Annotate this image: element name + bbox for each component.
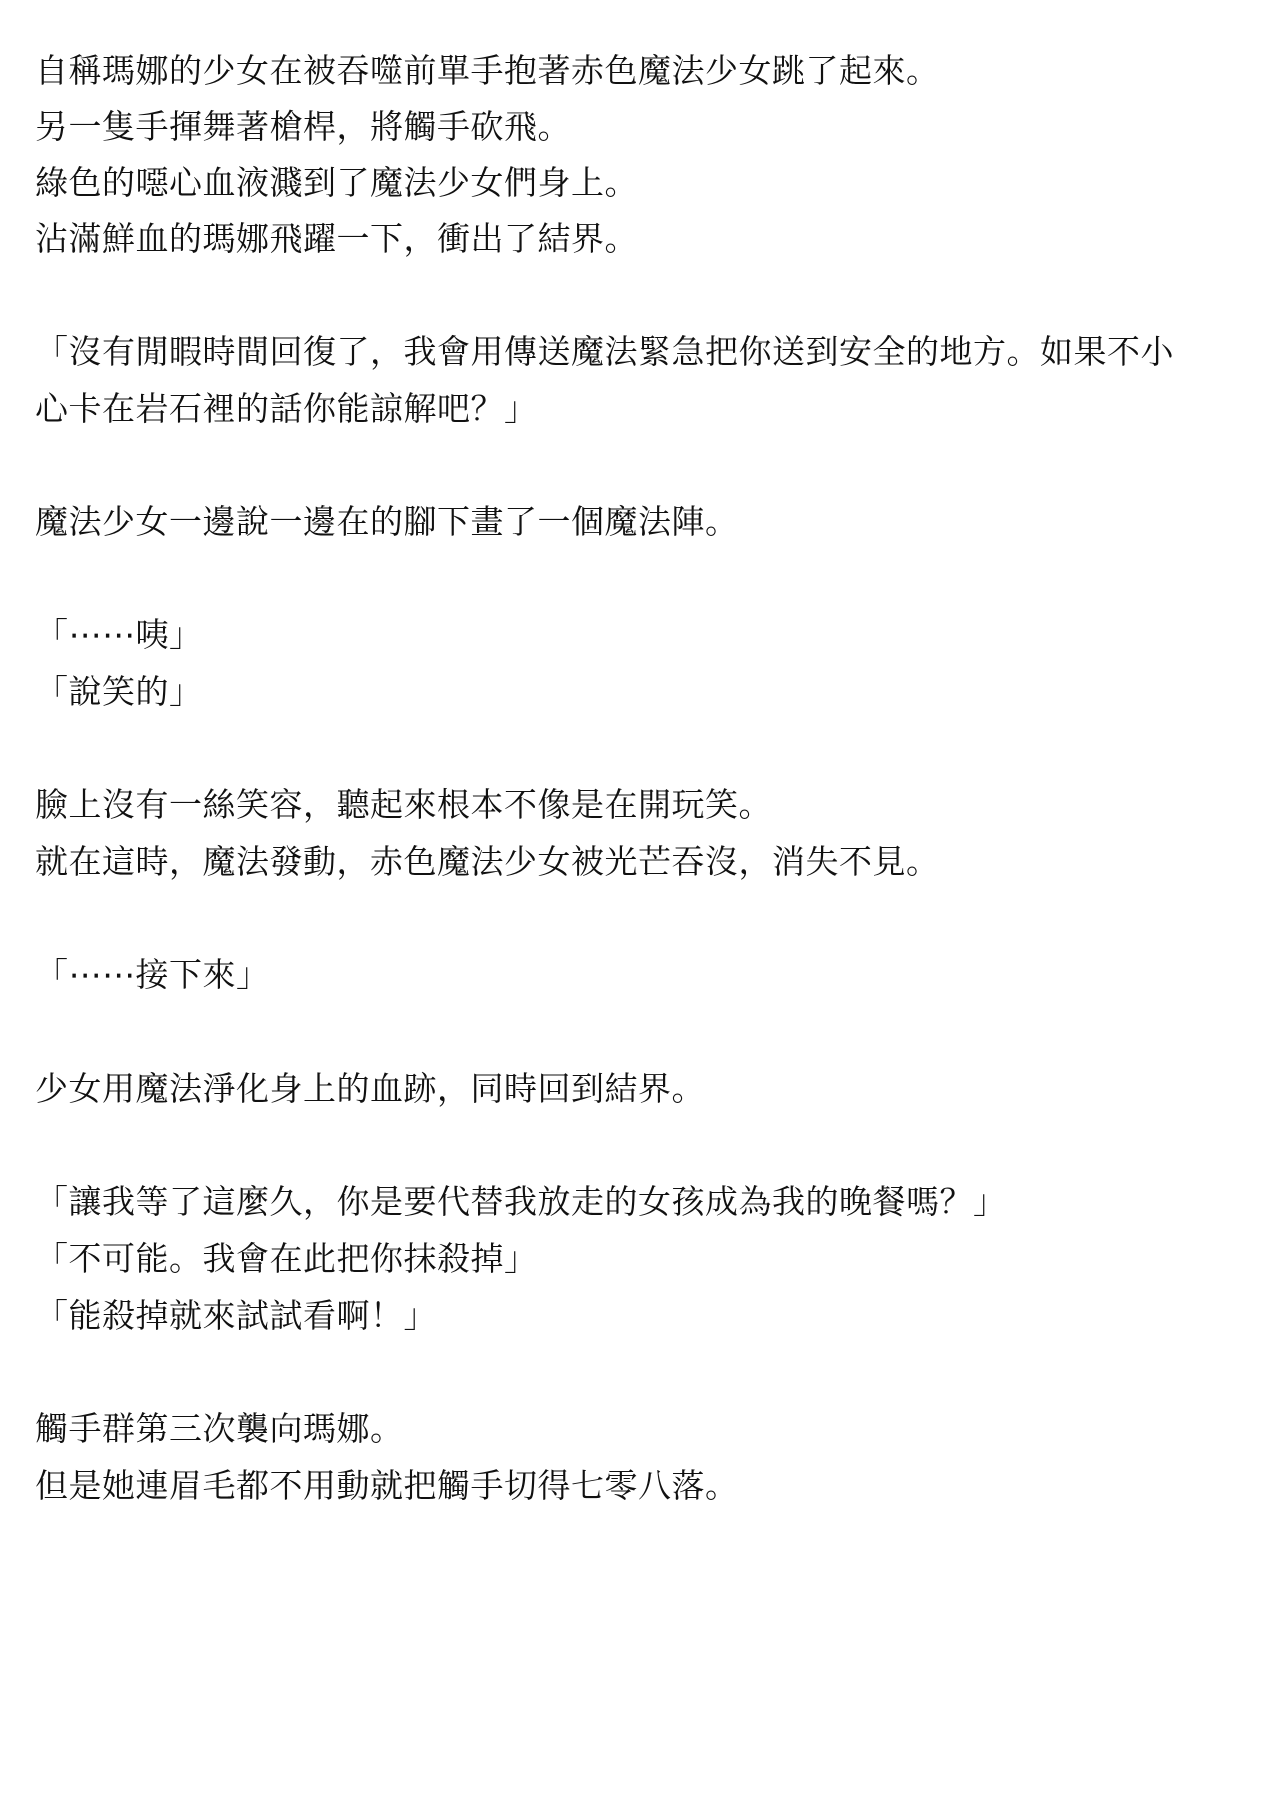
text-line: 「說笑的」 [35, 672, 203, 711]
text-line: 「讓我等了這麼久，你是要代替我放走的女孩成為我的晚餐嗎？」 [35, 1182, 1007, 1221]
text-line: 「⋯⋯接下來」 [35, 955, 270, 994]
text-line: 「⋯⋯咦」 [35, 615, 203, 654]
text-line: 少女用魔法淨化身上的血跡，同時回到結界。 [35, 1069, 705, 1108]
text-line: 「能殺掉就來試試看啊！」 [35, 1296, 437, 1335]
text-line: 另一隻手揮舞著槍桿，將觸手砍飛。 [35, 107, 571, 146]
text-line: 「不可能。我會在此把你抹殺掉」 [35, 1239, 538, 1278]
text-line: 自稱瑪娜的少女在被吞噬前單手抱著赤色魔法少女跳了起來。 [35, 51, 940, 90]
text-line: 魔法少女一邊說一邊在的腳下畫了一個魔法陣。 [35, 502, 739, 541]
text-line: 就在這時，魔法發動，赤色魔法少女被光芒吞沒，消失不見。 [35, 842, 940, 881]
text-line: 臉上沒有一絲笑容，聽起來根本不像是在開玩笑。 [35, 785, 772, 824]
text-line: 沾滿鮮血的瑪娜飛躍一下，衝出了結界。 [35, 219, 638, 258]
text-line: 觸手群第三次襲向瑪娜。 [35, 1409, 404, 1448]
text-line: 「沒有閒暇時間回復了，我會用傳送魔法緊急把你送到安全的地方。如果不小 [35, 332, 1174, 371]
text-line: 心卡在岩石裡的話你能諒解吧？」 [35, 389, 538, 428]
text-line: 但是她連眉毛都不用動就把觸手切得七零八落。 [35, 1466, 739, 1505]
text-line: 綠色的噁心血液濺到了魔法少女們身上。 [35, 163, 638, 202]
